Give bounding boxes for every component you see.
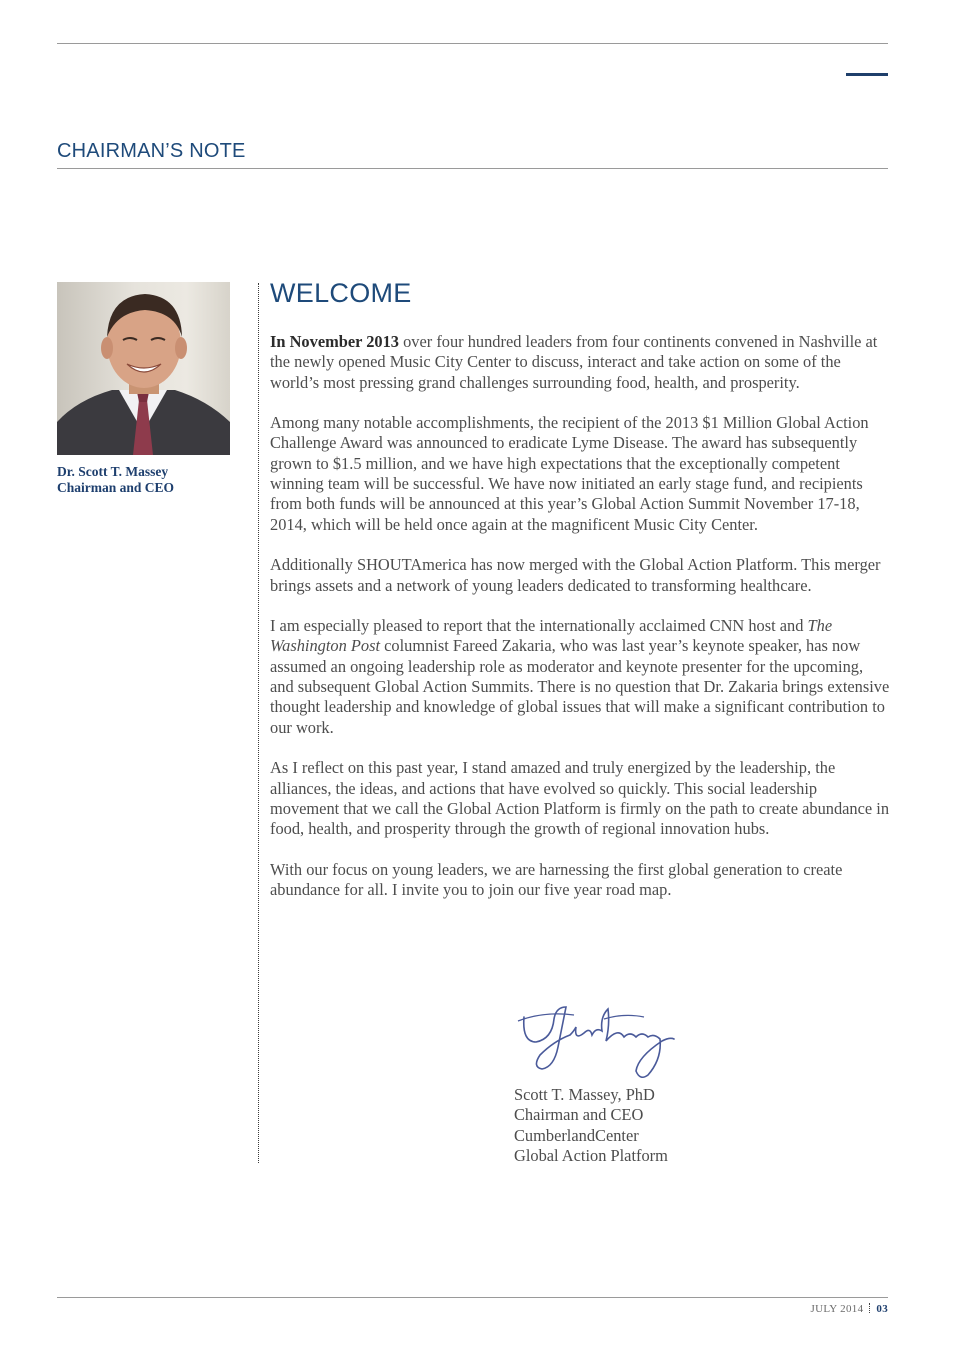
- paragraph-2: Among many notable accomplishments, the recipient of the 2013 $1 Million Global Action Challenge Award was announced to eradicate Lyme Disease. The award has subsequently grown to $1.5 million, and we have high expectations that the exceptionally competent winning team will be successful. We have now initiated an early stage fund, and recipients from both funds will be announced at this year’s Global Action Summit November 17-18, 2014, which will be held once again at the magnificent Music City Center.: [270, 413, 869, 534]
- paragraph-4-rest: columnist Fareed Zakaria, who was last year’s keynote speaker, has now assumed an ongoing leadership role as moderator and keynote presenter for the upcoming, and subsequent Global Action Summits. There is no question that Dr. Zakaria brings extensive thought leadership and knowledge of global issues that will make a significant contribution to our work.: [270, 636, 890, 737]
- signoff-title: Chairman and CEO: [514, 1105, 644, 1125]
- accent-bar: [846, 73, 888, 76]
- article-body: [270, 332, 890, 921]
- footer-date: JULY 2014: [810, 1303, 864, 1315]
- paragraph-1-text: over four hundred leaders from four continents convened in Nashville at the newly opened Music City Center to discuss, interact and take action on some of the world’s most pressing grand challenges surrounding food, health, and prosperity.: [270, 332, 878, 392]
- signoff-platform: Global Action Platform: [514, 1145, 668, 1165]
- lead-bold: In November 2013: [270, 332, 399, 351]
- paragraph-1: [270, 332, 890, 393]
- section-title: CHAIRMAN’S NOTE: [57, 140, 246, 162]
- page-footer: [811, 1303, 888, 1315]
- paragraph-3: Additionally SHOUTAmerica has now merged with the Global Action Platform. This merger brings assets and a network of young leaders dedicated to transforming healthcare.: [270, 555, 881, 595]
- handwritten-signature: [514, 997, 684, 1085]
- paragraph-4: [270, 616, 890, 738]
- bottom-rule: [57, 1297, 888, 1298]
- paragraph-6: With our focus on young leaders, we are harnessing the first global generation to create abundance for all. I invite you to join our five year road map.: [270, 859, 843, 900]
- signoff-org: CumberlandCenter: [514, 1125, 639, 1145]
- top-rule: [57, 43, 888, 44]
- signoff-block: [514, 1085, 668, 1166]
- paragraph-4-italic: The Washington Post: [270, 616, 833, 656]
- article-title: WELCOME: [270, 278, 412, 308]
- caption-role: Chairman and CEO: [57, 480, 175, 495]
- paragraph-4-start: I am especially pleased to report that the internationally acclaimed CNN host and: [270, 616, 808, 636]
- caption-name: Dr. Scott T. Massey: [57, 464, 169, 479]
- section-rule: [57, 168, 888, 169]
- chairman-photo: [57, 282, 230, 455]
- signoff-name: Scott T. Massey, PhD: [514, 1085, 655, 1104]
- photo-caption: [57, 464, 237, 496]
- paragraph-5: As I reflect on this past year, I stand amazed and truly energized by the leadership, the alliances, the ideas, and actions that have evolved so quickly. This social leadership movement that we call the Global Action Platform is firmly on the path to create abundance in food, health, and prosperity through the growth of regional innovation hubs.: [270, 758, 890, 839]
- footer-separator: [869, 1303, 870, 1313]
- page-number: 03: [876, 1303, 888, 1315]
- dotted-divider: [258, 283, 259, 1163]
